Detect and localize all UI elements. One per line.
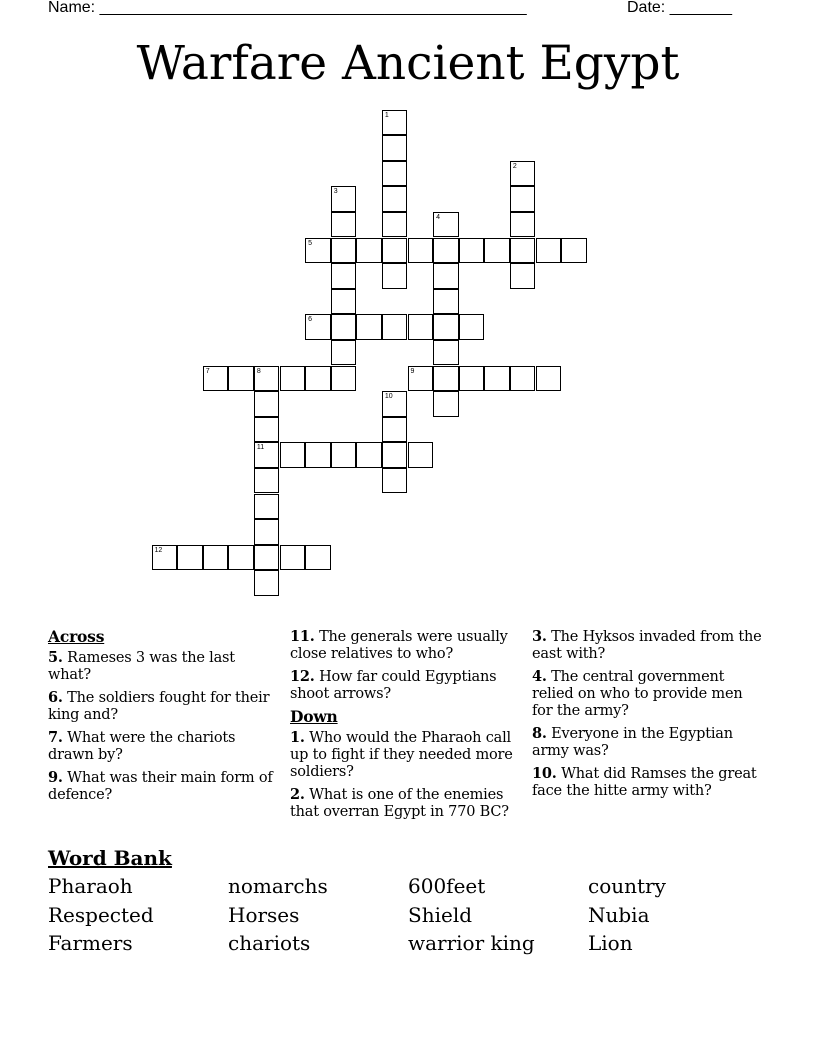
- crossword-cell[interactable]: [382, 417, 408, 443]
- clue-text: What were the chariots drawn by?: [48, 730, 236, 763]
- clue-number: 1.: [290, 729, 305, 746]
- crossword-cell[interactable]: [254, 391, 280, 417]
- crossword-cell[interactable]: [459, 238, 485, 264]
- clue-text: The generals were usually close relatives to who?: [290, 629, 508, 662]
- crossword-cell[interactable]: [382, 135, 408, 161]
- clue-across-5: [48, 649, 282, 684]
- crossword-cell[interactable]: [510, 186, 536, 212]
- crossword-cell[interactable]: [382, 110, 408, 136]
- crossword-cell[interactable]: [536, 366, 562, 392]
- word-bank-word: 600feet: [408, 874, 486, 898]
- crossword-cell[interactable]: [382, 263, 408, 289]
- clue-number: 5.: [48, 649, 63, 666]
- word-bank-word: Lion: [588, 931, 633, 955]
- crossword-cell[interactable]: [203, 366, 229, 392]
- clue-number: 2.: [290, 786, 305, 803]
- crossword-cell[interactable]: [484, 366, 510, 392]
- cell-number: 4: [436, 213, 440, 221]
- crossword-cell[interactable]: [382, 468, 408, 494]
- crossword-cell[interactable]: [254, 494, 280, 520]
- crossword-cell[interactable]: [382, 391, 408, 417]
- crossword-cell[interactable]: [254, 545, 280, 571]
- cell-number: 10: [384, 393, 393, 401]
- clue-down-1: [290, 729, 524, 781]
- crossword-cell[interactable]: [433, 238, 459, 264]
- crossword-cell[interactable]: [280, 442, 306, 468]
- crossword-cell[interactable]: [433, 314, 459, 340]
- crossword-cell[interactable]: [484, 238, 510, 264]
- clue-text: How far could Egyptians shoot arrows?: [290, 669, 497, 702]
- clue-down-10: [532, 765, 766, 800]
- clue-number: 8.: [532, 725, 547, 742]
- crossword-cell[interactable]: [459, 314, 485, 340]
- crossword-cell[interactable]: [408, 238, 434, 264]
- clue-number: 7.: [48, 729, 63, 746]
- down-heading: Down: [290, 707, 338, 726]
- cell-number: 12: [154, 546, 163, 554]
- crossword-cell[interactable]: [408, 442, 434, 468]
- crossword-cell[interactable]: [433, 212, 459, 238]
- crossword-cell[interactable]: [382, 212, 408, 238]
- word-bank-word: warrior king: [408, 931, 535, 955]
- word-bank-word: Shield: [408, 903, 473, 927]
- crossword-cell[interactable]: [433, 340, 459, 366]
- across-heading: Across: [48, 627, 105, 646]
- clue-across-12: [290, 668, 524, 703]
- clue-down-3: [532, 628, 766, 663]
- crossword-cell[interactable]: [331, 314, 357, 340]
- clue-down-8: [532, 725, 766, 760]
- clue-text: Rameses 3 was the last what?: [48, 650, 235, 683]
- clue-number: 11.: [290, 628, 315, 645]
- crossword-cell[interactable]: [254, 519, 280, 545]
- crossword-cell[interactable]: [331, 186, 357, 212]
- word-bank-word: Horses: [228, 903, 300, 927]
- clue-number: 3.: [532, 628, 547, 645]
- crossword-cell[interactable]: [510, 212, 536, 238]
- crossword-cell[interactable]: [561, 238, 587, 264]
- clue-across-7: [48, 729, 282, 764]
- word-bank-word: Respected: [48, 903, 154, 927]
- clue-text: The central government relied on who to provide men for the army?: [532, 669, 743, 719]
- cell-number: 9: [410, 367, 415, 375]
- date-field-label: Date: _______: [627, 0, 732, 16]
- clue-text: The Hyksos invaded from the east with?: [532, 629, 762, 662]
- clue-across-6: [48, 689, 282, 724]
- clue-down-4: [532, 668, 766, 720]
- crossword-cell[interactable]: [177, 545, 203, 571]
- clue-text: Who would the Pharaoh call up to fight if they needed more soldiers?: [290, 730, 513, 780]
- crossword-cell[interactable]: [382, 314, 408, 340]
- crossword-cell[interactable]: [331, 442, 357, 468]
- crossword-cell[interactable]: [382, 161, 408, 187]
- crossword-cell[interactable]: [382, 238, 408, 264]
- cell-number: 8: [256, 367, 261, 375]
- crossword-cell[interactable]: [331, 366, 357, 392]
- crossword-cell[interactable]: [331, 263, 357, 289]
- crossword-cell[interactable]: [433, 391, 459, 417]
- crossword-cell[interactable]: [459, 366, 485, 392]
- crossword-cell[interactable]: [356, 238, 382, 264]
- crossword-cell[interactable]: [254, 570, 280, 596]
- clue-down-2: [290, 786, 524, 821]
- clue-text: The soldiers fought for their king and?: [48, 690, 270, 723]
- crossword-cell[interactable]: [433, 289, 459, 315]
- crossword-cell[interactable]: [433, 366, 459, 392]
- clue-text: What is one of the enemies that overran Egypt in 770 BC?: [290, 787, 509, 820]
- crossword-cell[interactable]: [382, 442, 408, 468]
- word-bank-word: chariots: [228, 931, 311, 955]
- crossword-cell[interactable]: [305, 442, 331, 468]
- crossword-cell[interactable]: [254, 417, 280, 443]
- clue-across-9: [48, 769, 282, 804]
- crossword-cell[interactable]: [228, 366, 254, 392]
- clue-number: 4.: [532, 668, 547, 685]
- clue-text: What was their main form of defence?: [48, 770, 273, 803]
- clue-column-3: [532, 628, 766, 805]
- crossword-cell[interactable]: [356, 314, 382, 340]
- clue-number: 6.: [48, 689, 63, 706]
- cell-number: 7: [205, 367, 210, 375]
- crossword-cell[interactable]: [536, 238, 562, 264]
- crossword-cell[interactable]: [152, 545, 178, 571]
- cell-number: 6: [308, 316, 312, 324]
- crossword-cell[interactable]: [254, 442, 280, 468]
- crossword-cell[interactable]: [510, 366, 536, 392]
- crossword-cell[interactable]: [408, 314, 434, 340]
- crossword-cell[interactable]: [408, 366, 434, 392]
- crossword-cell[interactable]: [510, 263, 536, 289]
- clue-text: Everyone in the Egyptian army was?: [532, 726, 733, 759]
- cell-number: 5: [308, 239, 312, 247]
- crossword-cell[interactable]: [510, 161, 536, 187]
- clue-number: 10.: [532, 765, 557, 782]
- crossword-cell[interactable]: [228, 545, 254, 571]
- crossword-cell[interactable]: [254, 468, 280, 494]
- word-bank-title: Word Bank: [48, 846, 172, 870]
- crossword-cell[interactable]: [331, 238, 357, 264]
- cell-number: 11: [256, 444, 265, 452]
- word-bank-word: country: [588, 874, 666, 898]
- cell-number: 1: [384, 111, 389, 119]
- crossword-cell[interactable]: [254, 366, 280, 392]
- clue-column-2: [290, 628, 524, 826]
- clue-number: 9.: [48, 769, 63, 786]
- crossword-cell[interactable]: [305, 366, 331, 392]
- crossword-cell[interactable]: [331, 340, 357, 366]
- crossword-cell[interactable]: [280, 545, 306, 571]
- crossword-cell[interactable]: [331, 289, 357, 315]
- page-title: Warfare Ancient Egypt: [136, 36, 680, 91]
- crossword-cell[interactable]: [305, 545, 331, 571]
- word-bank-word: Nubia: [588, 903, 650, 927]
- crossword-cell[interactable]: [280, 366, 306, 392]
- clue-column-1: [48, 628, 282, 809]
- crossword-cell[interactable]: [203, 545, 229, 571]
- crossword-cell[interactable]: [305, 238, 331, 264]
- clue-number: 12.: [290, 668, 315, 685]
- clue-across-11: [290, 628, 524, 663]
- word-bank-word: nomarchs: [228, 874, 328, 898]
- crossword-cell[interactable]: [356, 442, 382, 468]
- clue-text: What did Ramses the great face the hitte army with?: [532, 766, 757, 799]
- crossword-cell[interactable]: [305, 314, 331, 340]
- word-bank-word: Farmers: [48, 931, 133, 955]
- crossword-cell[interactable]: [433, 263, 459, 289]
- name-field-label: Name: ________________________________________________: [48, 0, 527, 16]
- crossword-cell[interactable]: [510, 238, 536, 264]
- word-bank-word: Pharaoh: [48, 874, 133, 898]
- cell-number: 2: [512, 162, 517, 170]
- cell-number: 3: [333, 188, 338, 196]
- crossword-cell[interactable]: [331, 212, 357, 238]
- crossword-cell[interactable]: [382, 186, 408, 212]
